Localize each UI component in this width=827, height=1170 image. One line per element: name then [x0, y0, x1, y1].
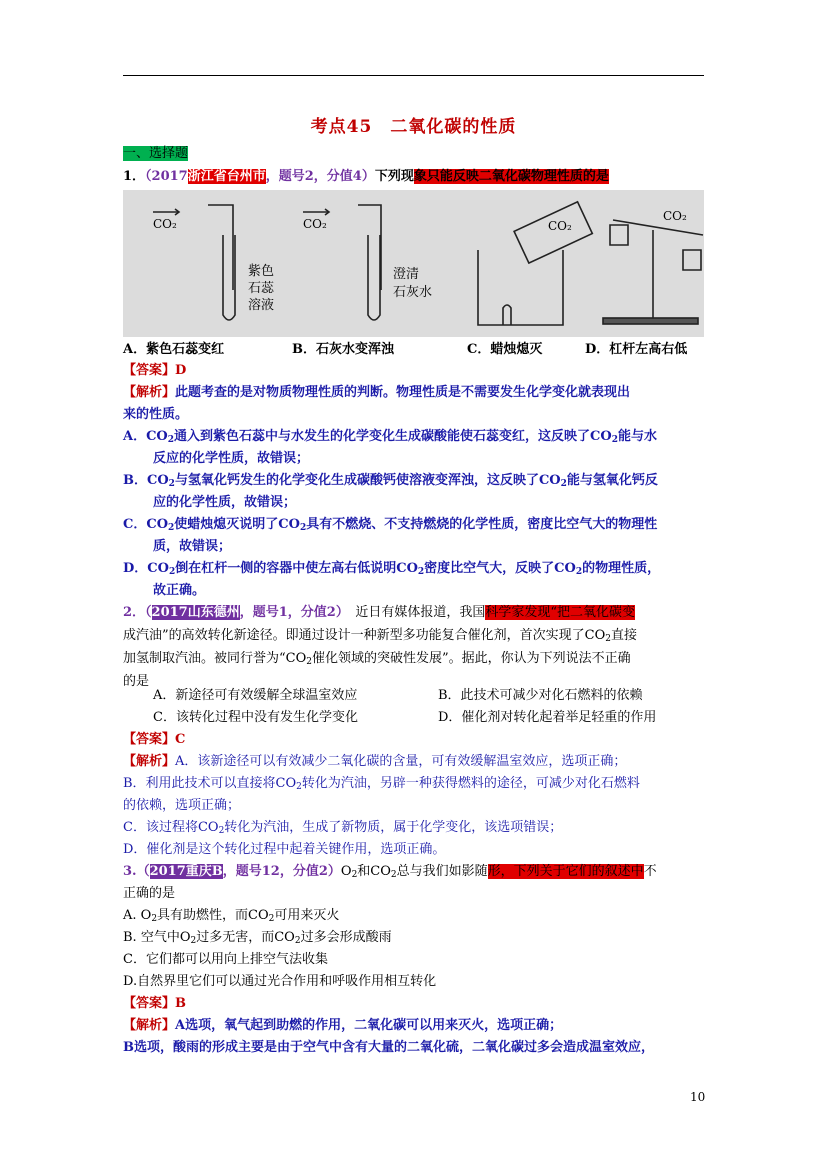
- q2-option-c: C．该转化过程中没有发生化学变化: [153, 710, 358, 725]
- q2-answer: 【答案】C: [123, 732, 186, 747]
- q1-analysis-d-l2: 故正确。: [153, 583, 206, 598]
- base-d: [603, 318, 698, 324]
- co2-label-a: CO₂: [153, 217, 177, 231]
- q1-analysis-c-l2: 质，故错误；: [153, 539, 232, 554]
- lime-label-2: 石灰水: [393, 285, 433, 300]
- candle-c: [503, 305, 511, 325]
- q1-analysis-l1: 【解析】此题考查的是对物质物理性质的判断。物理性质是不需要发生化学变化就表现出: [123, 385, 631, 400]
- question-2-stem-l4: 的是: [123, 674, 150, 689]
- test-tube-b: [368, 235, 380, 320]
- question-3-stem: 3.（2017重庆B，题号12，分值$2)O_2$和$CO_2$总与我们如影随形，下列关于它们的叙述中不: [123, 864, 657, 880]
- q2-option-d: D．催化剂对转化起着举足轻重的作用: [438, 710, 657, 725]
- cup-right-d: [683, 250, 701, 270]
- co2-label-d: CO₂: [663, 209, 687, 223]
- q1-analysis-a: A．$CO_2$通入到紫色石蕊中与水发生的化学变化生成碳酸能使石蕊变红，这反映了$CO_2$能与水: [123, 429, 657, 445]
- q3-option-d: D.自然界里它们可以通过光合作用和呼吸作用相互转化: [123, 974, 437, 989]
- question-2-stem: 2．（2017山东德州，题号1，分值2） 近日有媒体报道，我国科学家发现“把二氧化碳变: [123, 605, 636, 620]
- q3-analysis-a: 【解析】A选项，氧气起到助燃的作用，二氧化碳可以用来灭火，选项正确；: [123, 1018, 563, 1033]
- tube-b-pipe: [358, 205, 381, 290]
- q1-answer: 【答案】D: [123, 363, 187, 378]
- q1-option-d: D．杠杆左高右低: [585, 342, 688, 357]
- beaker-c: [478, 250, 563, 325]
- q1-analysis-b-l2: 应的化学性质，故错误；: [153, 495, 297, 510]
- q2-option-a: A．新途径可有效缓解全球温室效应: [153, 688, 358, 703]
- litmus-label-1: 紫色: [248, 264, 275, 279]
- litmus-label-3: 溶液: [248, 298, 275, 313]
- q1-option-a: A．紫色石蕊变红: [123, 342, 225, 357]
- question-1-stem: 1．（2017浙江省台州市，题号2，分值4）下列现象只能反映二氧化碳物理性质的是: [123, 169, 609, 184]
- header-rule: [123, 75, 704, 76]
- q3-option-a: A. $O_2$具有助燃性，而$CO_2$可用来灭火: [123, 908, 340, 924]
- page-title: 考点45 二氧化碳的性质: [310, 117, 517, 137]
- page-number: 10: [690, 1090, 706, 1104]
- lime-label-1: 澄清: [393, 267, 420, 282]
- q1-analysis-b: B．$CO_2$与氢氧化钙发生的化学变化生成碳酸钙使溶液变浑浊，这反映了$CO_2$能与氢氧化钙反: [123, 473, 658, 489]
- q3-option-c: C．它们都可以用向上排空气法收集: [123, 952, 328, 967]
- cup-left-d: [610, 225, 628, 245]
- co2-label-b: CO₂: [303, 217, 327, 231]
- litmus-label-2: 石蕊: [248, 281, 275, 296]
- co2-label-c: CO₂: [548, 219, 572, 233]
- q2-analysis-b: B．利用此技术可以直接将$CO_2$转化为汽油，另辟一种获得燃料的途径，可减少对化石燃料: [123, 776, 640, 792]
- question-2-stem-l3: 加氢制取汽油。被同行誉为“$CO_2$催化领域的突破性发展”。据此，你认为下列说法不正确: [123, 651, 631, 667]
- q3-option-b: B. 空气中$O_2$过多无害，而$CO_2$过多会形成酸雨: [123, 930, 392, 946]
- section-heading: 一、选择题: [123, 146, 189, 161]
- q2-analysis-b-l2: 的依赖，选项正确；: [123, 798, 241, 813]
- question-2-stem-l2: 成汽油”的高效转化新途径。即通过设计一种新型多功能复合催化剂，首次实现了$CO_2$直接: [123, 628, 638, 644]
- q2-analysis-c: C．该过程将$CO_2$转化为汽油，生成了新物质，属于化学变化，该选项错误；: [123, 820, 563, 836]
- q3-analysis-b: B选项，酸雨的形成主要是由于空气中含有大量的二氧化硫，二氧化碳过多会造成温室效应，: [123, 1040, 654, 1055]
- lever-d: [613, 220, 703, 235]
- question-1-figure: [123, 190, 704, 337]
- q1-option-b: B．石灰水变浑浊: [292, 342, 394, 357]
- q2-option-b: B．此技术可减少对化石燃料的依赖: [438, 688, 643, 703]
- q1-analysis-d: D．$CO_2$倒在杠杆一侧的容器中使左高右低说明$CO_2$密度比空气大，反映了$CO_2$的物理性质，: [123, 561, 661, 577]
- q2-analysis-a: 【解析】A．该新途径可以有效减少二氧化碳的含量，可有效缓解温室效应，选项正确；: [123, 754, 627, 769]
- q2-analysis-d: D．催化剂是这个转化过程中起着关键作用，选项正确。: [123, 842, 446, 857]
- tube-a-pipe: [208, 205, 233, 290]
- question-3-stem-l2: 正确的是: [123, 886, 176, 901]
- q1-option-c: C．蜡烛熄灭: [467, 342, 543, 357]
- q1-analysis-l2: 来的性质。: [123, 407, 189, 422]
- q1-analysis-c: C．$CO_2$使蜡烛熄灭说明了$CO_2$具有不燃烧、不支持燃烧的化学性质，密度比空气大的物理性: [123, 517, 658, 533]
- q1-analysis-a-l2: 反应的化学性质，故错误；: [153, 451, 310, 466]
- q3-answer: 【答案】B: [123, 996, 187, 1011]
